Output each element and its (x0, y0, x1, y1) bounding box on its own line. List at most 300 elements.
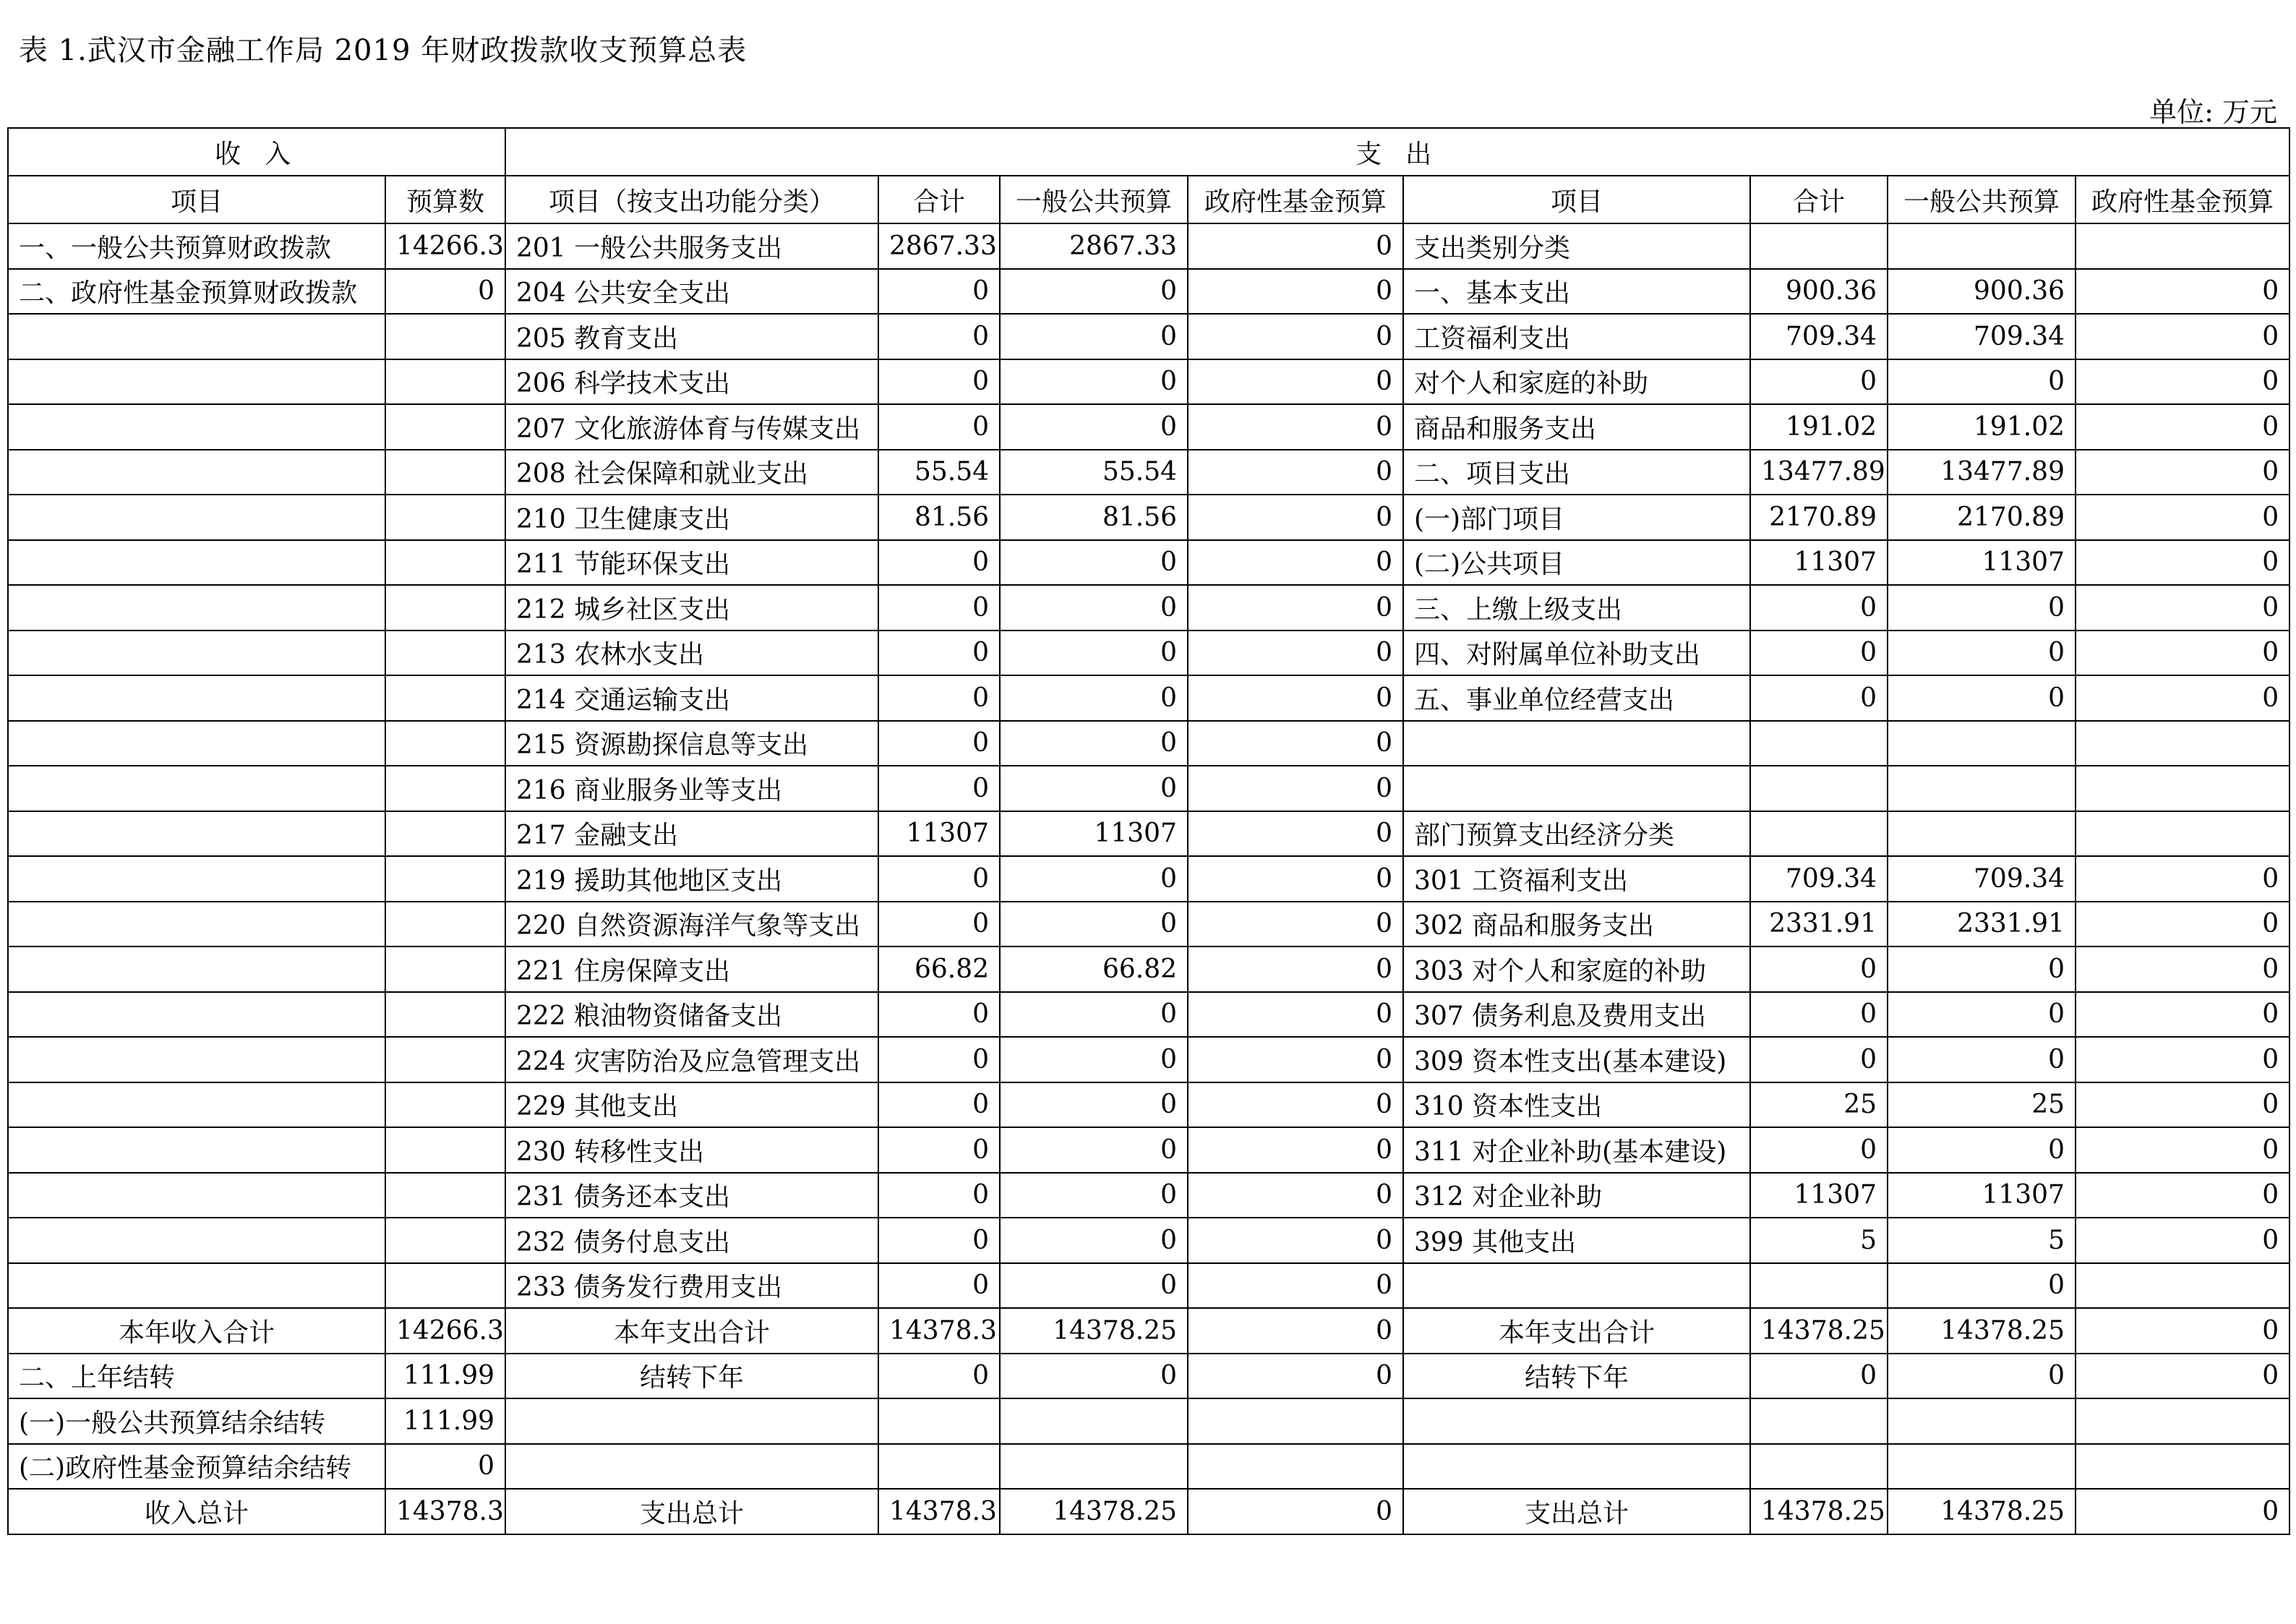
cell-econ-item: 支出类别分类 (1403, 223, 1750, 269)
cell-func-general: 0 (1000, 675, 1188, 721)
cell-func-total: 2867.33 (878, 223, 1000, 269)
cell-func-general: 81.56 (1000, 495, 1188, 540)
cell-func-fund: 0 (1188, 223, 1403, 269)
cell-func-fund: 0 (1188, 766, 1403, 811)
grand-expense-total-2: 14378.25 (1750, 1489, 1888, 1534)
year-total-row (8, 1308, 2289, 1354)
cell-income-item (8, 450, 385, 495)
cell-income-item (8, 766, 385, 811)
cell-func-general: 0 (1000, 1218, 1188, 1263)
cell-econ-item: 307 债务利息及费用支出 (1403, 992, 1750, 1038)
grand-expense-label-2: 支出总计 (1403, 1489, 1750, 1534)
grand-expense-fund: 0 (1188, 1489, 1403, 1534)
expense-fund-value-2: 0 (2076, 1308, 2289, 1354)
cell-func-general: 0 (1000, 631, 1188, 676)
expense-general-value: 14378.25 (1000, 1308, 1188, 1354)
cell-econ-item: 311 对企业补助(基本建设) (1403, 1127, 1750, 1173)
cell-econ-general: 0 (1888, 1127, 2076, 1173)
col-econ-item: 项目 (1403, 176, 1750, 223)
cell-func-item: 229 其他支出 (505, 1082, 878, 1128)
cell-func-total: 0 (878, 721, 1000, 766)
cell-econ-total: 13477.89 (1750, 450, 1888, 495)
table-row (8, 902, 2289, 947)
cell-func-total: 0 (878, 902, 1000, 947)
cell-func-item: 208 社会保障和就业支出 (505, 450, 878, 495)
cell-econ-general: 0 (1888, 585, 2076, 631)
cell-econ-general: 2331.91 (1888, 902, 2076, 947)
cell-econ-fund (2076, 1263, 2289, 1309)
cell-func-total: 0 (878, 269, 1000, 315)
cell-func-total: 0 (878, 1082, 1000, 1128)
table-body (8, 223, 2289, 1308)
cell-func-fund: 0 (1188, 1037, 1403, 1082)
carry-row (8, 1354, 2289, 1399)
cell-income-item (8, 992, 385, 1038)
cell-func-fund: 0 (1188, 1173, 1403, 1218)
cell-econ-general: 0 (1888, 1263, 2076, 1309)
cell-func-item: 221 住房保障支出 (505, 946, 878, 992)
carry-out-label-2: 结转下年 (1403, 1354, 1750, 1399)
cell-func-general: 0 (1000, 1173, 1188, 1218)
cell-econ-general: 900.36 (1888, 269, 2076, 315)
cell-func-item: 233 债务发行费用支出 (505, 1263, 878, 1309)
cell-econ-general: 11307 (1888, 1173, 2076, 1218)
grand-expense-general: 14378.25 (1000, 1489, 1188, 1534)
cell-func-item: 219 援助其他地区支出 (505, 856, 878, 902)
cell-func-item: 224 灾害防治及应急管理支出 (505, 1037, 878, 1082)
cell-econ-total (1750, 721, 1888, 766)
expense-total-value-2: 14378.25 (1750, 1308, 1888, 1354)
cell-income-budget (385, 992, 505, 1038)
cell-func-general: 0 (1000, 1127, 1188, 1173)
carry-label: 二、上年结转 (8, 1354, 385, 1399)
cell-func-item: 217 金融支出 (505, 811, 878, 857)
cell-func-general: 0 (1000, 404, 1188, 450)
cell-func-general: 0 (1000, 902, 1188, 947)
cell-func-total: 0 (878, 856, 1000, 902)
cell-income-budget (385, 495, 505, 540)
cell-func-total: 0 (878, 1037, 1000, 1082)
cell-econ-fund: 0 (2076, 631, 2289, 676)
cell-econ-total: 0 (1750, 1127, 1888, 1173)
col-fund-2: 政府性基金预算 (2076, 176, 2289, 223)
cell-econ-general (1888, 721, 2076, 766)
cell-econ-total: 709.34 (1750, 856, 1888, 902)
cell-econ-fund: 0 (2076, 269, 2289, 315)
table-row (8, 495, 2289, 540)
cell-econ-item: 302 商品和服务支出 (1403, 902, 1750, 947)
cell-func-total: 0 (878, 1127, 1000, 1173)
cell-func-item: 222 粮油物资储备支出 (505, 992, 878, 1038)
cell-func-total: 0 (878, 1173, 1000, 1218)
cell-econ-general: 709.34 (1888, 856, 2076, 902)
cell-econ-total: 5 (1750, 1218, 1888, 1263)
cell-func-total: 0 (878, 631, 1000, 676)
cell-econ-total: 25 (1750, 1082, 1888, 1128)
cell-func-general: 0 (1000, 540, 1188, 586)
cell-income-item (8, 946, 385, 992)
cell-func-fund: 0 (1188, 992, 1403, 1038)
col-general-2: 一般公共预算 (1888, 176, 2076, 223)
carry-fund-value: 0 (385, 1444, 505, 1490)
cell-income-budget (385, 631, 505, 676)
cell-econ-fund: 0 (2076, 404, 2289, 450)
cell-func-total: 11307 (878, 811, 1000, 857)
cell-func-fund: 0 (1188, 631, 1403, 676)
cell-func-item: 207 文化旅游体育与传媒支出 (505, 404, 878, 450)
cell-func-general: 0 (1000, 314, 1188, 359)
cell-func-total: 0 (878, 1263, 1000, 1309)
carry-out-total-2: 0 (1750, 1354, 1888, 1399)
cell-func-general: 0 (1000, 856, 1188, 902)
cell-income-budget (385, 811, 505, 857)
expense-total-label: 本年支出合计 (505, 1308, 878, 1354)
cell-econ-fund: 0 (2076, 540, 2289, 586)
cell-income-budget (385, 721, 505, 766)
cell-income-budget (385, 675, 505, 721)
cell-econ-total: 0 (1750, 359, 1888, 405)
cell-econ-general: 0 (1888, 631, 2076, 676)
cell-econ-fund: 0 (2076, 1127, 2289, 1173)
cell-econ-fund: 0 (2076, 902, 2289, 947)
page-title: 表 1.武汉市金融工作局 2019 年财政拨款收支预算总表 (19, 34, 748, 67)
cell-income-budget: 14266.3 (385, 223, 505, 269)
cell-func-total: 0 (878, 314, 1000, 359)
cell-func-item: 211 节能环保支出 (505, 540, 878, 586)
cell-func-total: 0 (878, 675, 1000, 721)
cell-econ-total: 11307 (1750, 540, 1888, 586)
table-row (8, 540, 2289, 586)
cell-income-item (8, 540, 385, 586)
cell-econ-fund (2076, 811, 2289, 857)
cell-func-total: 55.54 (878, 450, 1000, 495)
expense-fund-value: 0 (1188, 1308, 1403, 1354)
cell-income-budget (385, 450, 505, 495)
cell-econ-fund (2076, 223, 2289, 269)
cell-econ-total: 191.02 (1750, 404, 1888, 450)
table-row (8, 946, 2289, 992)
cell-func-total: 0 (878, 992, 1000, 1038)
expense-group-header: 支 出 (505, 128, 2289, 176)
carry-out-general: 0 (1000, 1354, 1188, 1399)
cell-econ-total (1750, 766, 1888, 811)
cell-income-budget (385, 585, 505, 631)
cell-econ-item: (二)公共项目 (1403, 540, 1750, 586)
table-row (8, 856, 2289, 902)
unit-label: 单位: 万元 (2149, 96, 2277, 128)
cell-func-item: 214 交通运输支出 (505, 675, 878, 721)
cell-func-general: 66.82 (1000, 946, 1188, 992)
cell-func-general: 0 (1000, 1082, 1188, 1128)
cell-income-item (8, 811, 385, 857)
cell-func-item: 232 债务付息支出 (505, 1218, 878, 1263)
cell-func-fund: 0 (1188, 404, 1403, 450)
carry-out-general-2: 0 (1888, 1354, 2076, 1399)
grand-expense-label: 支出总计 (505, 1489, 878, 1534)
cell-econ-item (1403, 721, 1750, 766)
cell-func-item: 201 一般公共服务支出 (505, 223, 878, 269)
cell-func-total: 0 (878, 404, 1000, 450)
col-fund: 政府性基金预算 (1188, 176, 1403, 223)
cell-income-budget (385, 902, 505, 947)
cell-func-fund: 0 (1188, 721, 1403, 766)
cell-econ-general: 25 (1888, 1082, 2076, 1128)
cell-econ-item (1403, 1263, 1750, 1309)
carry-out-label: 结转下年 (505, 1354, 878, 1399)
table-row (8, 404, 2289, 450)
carry-out-total: 0 (878, 1354, 1000, 1399)
cell-func-general: 2867.33 (1000, 223, 1188, 269)
cell-econ-fund (2076, 721, 2289, 766)
cell-func-total: 0 (878, 1218, 1000, 1263)
table-row (8, 269, 2289, 315)
cell-func-fund: 0 (1188, 1127, 1403, 1173)
table-row (8, 1173, 2289, 1218)
cell-econ-item: 301 工资福利支出 (1403, 856, 1750, 902)
cell-econ-total: 900.36 (1750, 269, 1888, 315)
grand-expense-total: 14378.3 (878, 1489, 1000, 1534)
table-row (8, 223, 2289, 269)
col-total-2: 合计 (1750, 176, 1888, 223)
table-summary (8, 1308, 2289, 1534)
cell-income-budget (385, 359, 505, 405)
cell-econ-fund: 0 (2076, 359, 2289, 405)
cell-func-general: 55.54 (1000, 450, 1188, 495)
cell-income-item (8, 314, 385, 359)
cell-func-fund: 0 (1188, 1218, 1403, 1263)
cell-income-item (8, 404, 385, 450)
grand-income-label: 收入总计 (8, 1489, 385, 1534)
cell-econ-total: 0 (1750, 585, 1888, 631)
cell-func-item: 212 城乡社区支出 (505, 585, 878, 631)
cell-econ-total: 0 (1750, 631, 1888, 676)
table-row (8, 1263, 2289, 1309)
cell-func-fund: 0 (1188, 1263, 1403, 1309)
expense-total-label-2: 本年支出合计 (1403, 1308, 1750, 1354)
cell-func-item: 213 农林水支出 (505, 631, 878, 676)
cell-func-general: 0 (1000, 1037, 1188, 1082)
cell-func-fund: 0 (1188, 314, 1403, 359)
cell-income-item (8, 495, 385, 540)
cell-income-item (8, 1082, 385, 1128)
cell-econ-total: 11307 (1750, 1173, 1888, 1218)
table-row (8, 1037, 2289, 1082)
cell-func-total: 0 (878, 585, 1000, 631)
col-general: 一般公共预算 (1000, 176, 1188, 223)
cell-income-budget (385, 946, 505, 992)
cell-func-total: 0 (878, 540, 1000, 586)
cell-func-total: 66.82 (878, 946, 1000, 992)
cell-econ-general: 0 (1888, 675, 2076, 721)
cell-func-general: 0 (1000, 269, 1188, 315)
cell-econ-item: 工资福利支出 (1403, 314, 1750, 359)
cell-income-item: 二、政府性基金预算财政拨款 (8, 269, 385, 315)
cell-income-budget (385, 1263, 505, 1309)
cell-econ-general: 0 (1888, 359, 2076, 405)
cell-income-budget (385, 1037, 505, 1082)
table-row (8, 585, 2289, 631)
grand-total-row (8, 1489, 2289, 1534)
cell-income-budget (385, 404, 505, 450)
income-group-header: 收 入 (8, 128, 505, 176)
cell-econ-item: (一)部门项目 (1403, 495, 1750, 540)
carry-value: 111.99 (385, 1354, 505, 1399)
cell-econ-total: 0 (1750, 675, 1888, 721)
cell-econ-item: 399 其他支出 (1403, 1218, 1750, 1263)
cell-econ-item: 商品和服务支出 (1403, 404, 1750, 450)
cell-income-item (8, 856, 385, 902)
cell-econ-fund: 0 (2076, 585, 2289, 631)
cell-income-budget (385, 856, 505, 902)
header-row-2 (8, 176, 2289, 223)
carry-fund-row (8, 1444, 2289, 1490)
grand-income-value: 14378.3 (385, 1489, 505, 1534)
table-row (8, 1127, 2289, 1173)
grand-expense-general-2: 14378.25 (1888, 1489, 2076, 1534)
cell-func-fund: 0 (1188, 540, 1403, 586)
carry-general-row (8, 1398, 2289, 1444)
cell-func-general: 11307 (1000, 811, 1188, 857)
cell-econ-general: 5 (1888, 1218, 2076, 1263)
table-row (8, 1082, 2289, 1128)
cell-income-budget (385, 766, 505, 811)
cell-func-fund: 0 (1188, 495, 1403, 540)
cell-econ-item: 一、基本支出 (1403, 269, 1750, 315)
cell-econ-total: 0 (1750, 946, 1888, 992)
cell-econ-item: 309 资本性支出(基本建设) (1403, 1037, 1750, 1082)
cell-func-item: 230 转移性支出 (505, 1127, 878, 1173)
cell-econ-fund (2076, 766, 2289, 811)
cell-func-item: 231 债务还本支出 (505, 1173, 878, 1218)
cell-func-fund: 0 (1188, 675, 1403, 721)
cell-func-fund: 0 (1188, 902, 1403, 947)
col-income-item: 项目 (8, 176, 385, 223)
cell-income-item (8, 721, 385, 766)
cell-income-budget (385, 1082, 505, 1128)
cell-econ-total: 0 (1750, 992, 1888, 1038)
table-row (8, 359, 2289, 405)
expense-general-value-2: 14378.25 (1888, 1308, 2076, 1354)
cell-income-item (8, 1127, 385, 1173)
cell-econ-fund: 0 (2076, 946, 2289, 992)
cell-income-item (8, 1173, 385, 1218)
col-func-item: 项目（按支出功能分类） (505, 176, 878, 223)
carry-general-label: (一)一般公共预算结余结转 (8, 1398, 385, 1444)
cell-func-total: 0 (878, 359, 1000, 405)
cell-econ-total: 0 (1750, 1037, 1888, 1082)
cell-func-fund: 0 (1188, 856, 1403, 902)
cell-econ-total (1750, 1263, 1888, 1309)
carry-out-fund: 0 (1188, 1354, 1403, 1399)
header-row-1 (8, 128, 2289, 176)
cell-econ-total (1750, 223, 1888, 269)
table-row (8, 675, 2289, 721)
cell-func-general: 0 (1000, 585, 1188, 631)
cell-econ-general: 709.34 (1888, 314, 2076, 359)
cell-econ-item: 四、对附属单位补助支出 (1403, 631, 1750, 676)
cell-income-item (8, 631, 385, 676)
cell-econ-item: 312 对企业补助 (1403, 1173, 1750, 1218)
expense-total-value: 14378.3 (878, 1308, 1000, 1354)
cell-econ-general: 2170.89 (1888, 495, 2076, 540)
cell-func-item: 210 卫生健康支出 (505, 495, 878, 540)
cell-income-item: 一、一般公共预算财政拨款 (8, 223, 385, 269)
cell-econ-item (1403, 766, 1750, 811)
table-row (8, 314, 2289, 359)
cell-econ-fund: 0 (2076, 450, 2289, 495)
cell-func-item: 205 教育支出 (505, 314, 878, 359)
cell-income-item (8, 1218, 385, 1263)
cell-econ-item: 310 资本性支出 (1403, 1082, 1750, 1128)
col-income-budget: 预算数 (385, 176, 505, 223)
table-row (8, 766, 2289, 811)
carry-general-value: 111.99 (385, 1398, 505, 1444)
cell-econ-fund: 0 (2076, 992, 2289, 1038)
cell-econ-fund: 0 (2076, 314, 2289, 359)
cell-income-budget: 0 (385, 269, 505, 315)
cell-econ-fund: 0 (2076, 1218, 2289, 1263)
income-total-label: 本年收入合计 (8, 1308, 385, 1354)
cell-econ-general (1888, 766, 2076, 811)
cell-income-item (8, 902, 385, 947)
cell-income-budget (385, 314, 505, 359)
carry-out-fund-2: 0 (2076, 1354, 2289, 1399)
cell-econ-item: 303 对个人和家庭的补助 (1403, 946, 1750, 992)
cell-econ-total: 2170.89 (1750, 495, 1888, 540)
cell-econ-general: 0 (1888, 992, 2076, 1038)
table-row (8, 992, 2289, 1038)
cell-econ-general: 11307 (1888, 540, 2076, 586)
cell-func-total: 81.56 (878, 495, 1000, 540)
income-total-value: 14266.3 (385, 1308, 505, 1354)
cell-func-item: 215 资源勘探信息等支出 (505, 721, 878, 766)
cell-econ-fund: 0 (2076, 1037, 2289, 1082)
cell-func-fund: 0 (1188, 811, 1403, 857)
cell-income-budget (385, 540, 505, 586)
cell-func-fund: 0 (1188, 946, 1403, 992)
cell-func-item: 216 商业服务业等支出 (505, 766, 878, 811)
table-row (8, 450, 2289, 495)
cell-func-item: 204 公共安全支出 (505, 269, 878, 315)
cell-econ-item: 五、事业单位经营支出 (1403, 675, 1750, 721)
cell-func-general: 0 (1000, 766, 1188, 811)
cell-func-general: 0 (1000, 992, 1188, 1038)
cell-econ-total: 2331.91 (1750, 902, 1888, 947)
cell-econ-general (1888, 811, 2076, 857)
cell-func-general: 0 (1000, 1263, 1188, 1309)
cell-econ-general: 191.02 (1888, 404, 2076, 450)
cell-econ-fund: 0 (2076, 495, 2289, 540)
cell-func-fund: 0 (1188, 585, 1403, 631)
cell-econ-general: 0 (1888, 1037, 2076, 1082)
cell-func-fund: 0 (1188, 359, 1403, 405)
cell-func-general: 0 (1000, 721, 1188, 766)
table-row (8, 1218, 2289, 1263)
cell-func-fund: 0 (1188, 450, 1403, 495)
cell-econ-item: 部门预算支出经济分类 (1403, 811, 1750, 857)
cell-econ-total: 709.34 (1750, 314, 1888, 359)
budget-table (7, 127, 2290, 1535)
cell-income-budget (385, 1218, 505, 1263)
cell-func-fund: 0 (1188, 269, 1403, 315)
cell-econ-fund: 0 (2076, 675, 2289, 721)
cell-econ-fund: 0 (2076, 1173, 2289, 1218)
table-row (8, 811, 2289, 857)
cell-income-item (8, 359, 385, 405)
cell-func-fund: 0 (1188, 1082, 1403, 1128)
cell-income-item (8, 1037, 385, 1082)
cell-econ-general: 13477.89 (1888, 450, 2076, 495)
